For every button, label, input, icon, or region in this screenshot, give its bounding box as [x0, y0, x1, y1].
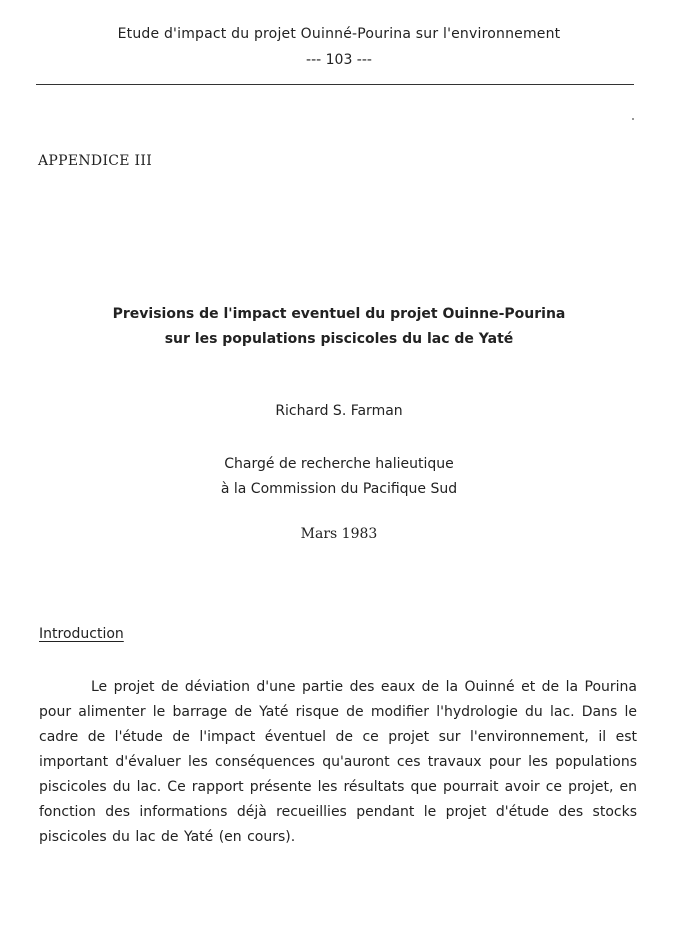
document-title [0, 302, 678, 352]
introduction-heading: Introduction [39, 626, 124, 642]
author-affiliation [0, 452, 678, 502]
title-line-1: Previsions de l'impact eventuel du projet Ouinne-Pourina [112, 306, 566, 322]
document-date: Mars 1983 [300, 526, 378, 542]
appendix-label: APPENDICE III [38, 153, 153, 169]
page-number: --- 103 --- [306, 52, 372, 68]
author-name: Richard S. Farman [275, 403, 403, 419]
introduction-paragraph: Le projet de déviation d'une partie des eaux de la Ouinné et de la Pourina pour alimenter le barrage de Yaté risque de modifier l'hydrologie du lac. Dans le cadre de l'étude de l'impact éventuel de ce projet sur l'environnement, il est important d'évaluer les conséquences qu'auront ces travaux pour les populations piscicoles du lac. Ce rapport présente les résultats que pourrait avoir ce projet, en fonction des informations déjà recueillies pendant le projet d'étude des stocks piscicoles du lac de Yaté (en cours). [39, 679, 637, 845]
header-divider [36, 84, 634, 85]
running-head: Etude d'impact du projet Ouinné-Pourina sur l'environnement [117, 26, 561, 42]
scan-speck [632, 118, 634, 120]
affiliation-line-2: à la Commission du Pacifique Sud [220, 481, 458, 497]
title-line-2: sur les populations piscicoles du lac de Yaté [164, 331, 514, 347]
affiliation-line-1: Chargé de recherche halieutique [224, 456, 454, 472]
